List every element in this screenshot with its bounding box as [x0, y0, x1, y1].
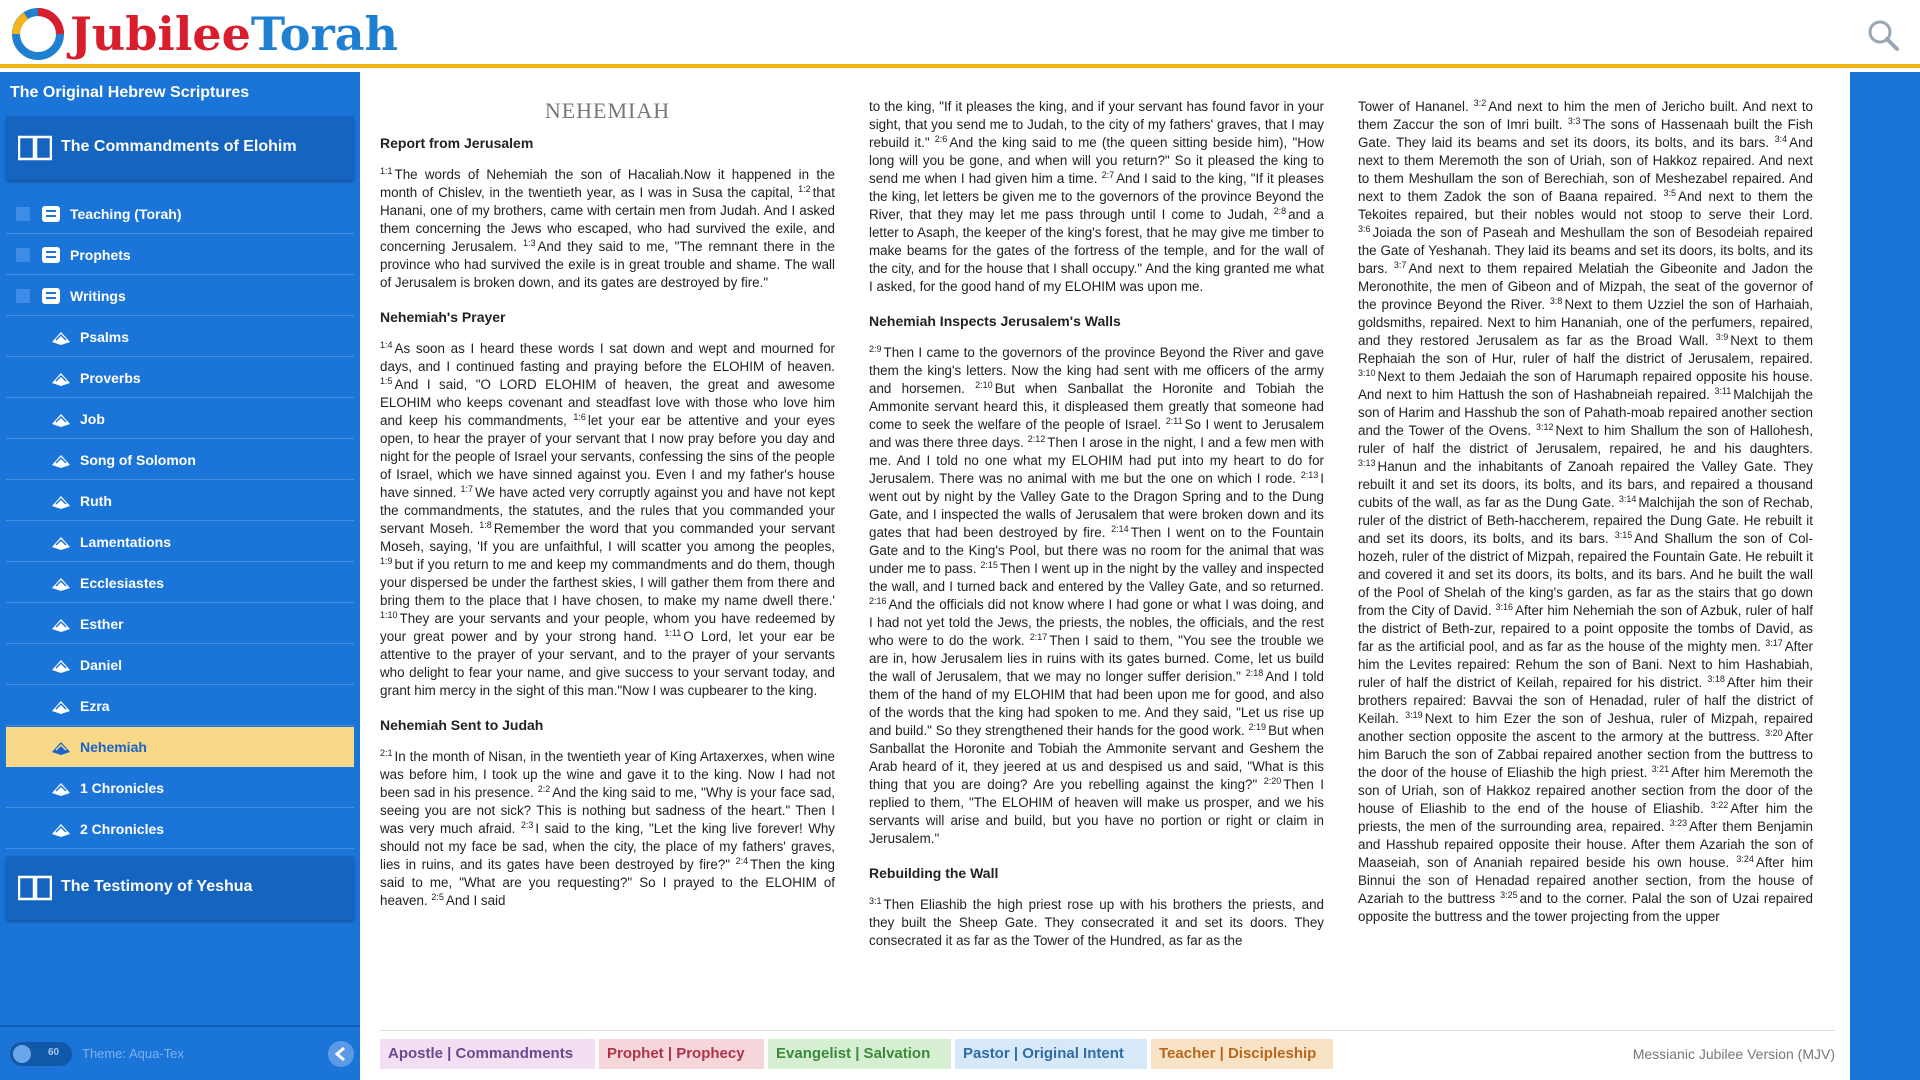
theme-toggle[interactable]: [10, 1042, 72, 1066]
book-title: NEHEMIAH: [544, 100, 671, 123]
verse-text: And the king said to me, "Why is your face sad, seeing you are not sick? This is nothing but sadness of the heart." Then I was very much afraid.: [380, 785, 835, 836]
sidebar-item-1-chronicles[interactable]: [6, 768, 354, 808]
verse-number[interactable]: 2:3: [520, 820, 534, 830]
sidebar-item-ruth[interactable]: [6, 481, 354, 521]
verse-number[interactable]: 2:2: [537, 784, 551, 794]
verse-text: And next to him the men of Jericho built. And next to them Zaccur the son of Imri built.: [1358, 99, 1813, 132]
tag-apostle[interactable]: Apostle | Commandments: [380, 1039, 595, 1069]
verse-text: The sons of Hassenaah built the Fish Gate. They laid its beams and set its doors, its bolts, and its bars.: [1358, 117, 1813, 150]
verse-number[interactable]: 2:7: [1101, 170, 1115, 180]
verse-number[interactable]: 2:13: [1300, 470, 1319, 480]
open-book-icon: [50, 491, 72, 511]
verse-text: After him Binnui the son of Henadad repaired another section, from the house of Azariah to the buttress: [1358, 855, 1813, 906]
verse-text: Then I arose in the night, I and a few men with me. And I told no one what my ELOHIM had put into my heart to do for Jerusalem. There was no animal with me but the one on which I rode.: [869, 435, 1324, 486]
sidebar-item-label: Daniel: [80, 657, 123, 673]
verse-number[interactable]: 2:8: [1273, 206, 1287, 216]
verse-text: Joiada the son of Paseah and Meshullam the son of Besodeiah repaired the Gate of Yeshanah. They laid its beams and set its doors, its bolts, and its bars.: [1358, 225, 1813, 276]
verse-number[interactable]: 2:11: [1165, 416, 1183, 426]
brand-name[interactable]: [70, 6, 398, 62]
open-book-icon: [50, 655, 72, 675]
verse-text: And the king said to me (the queen sitting beside him), "How long will you be gone, and when will you return?" So it pleased the king to send me when I had given him a time.: [869, 135, 1324, 186]
back-arrow-icon[interactable]: [328, 1041, 354, 1067]
verse-number[interactable]: 2:15: [980, 560, 998, 570]
verse-number[interactable]: 3:11: [1714, 386, 1732, 396]
expand-icon[interactable]: [16, 207, 30, 221]
paragraph: [380, 748, 835, 910]
verse-text: And next to them repaired Melatiah the Gibeonite and Jadon the Meronothite, the men of Gibeon and of Mizpah, the seat of the governor of the province Beyond the River.: [1358, 261, 1813, 312]
sidebar-item-label: Esther: [80, 616, 124, 632]
verse-text: Next to him Shallum the son of Hallohesh, ruler of half the district of Jerusalem, repaired, he and his daughters.: [1358, 423, 1813, 456]
verse-number[interactable]: 1:7: [460, 484, 474, 494]
verse-text: Then Eliashib the high priest rose up with his brothers the priests, and they built the Sheep Gate. They consecrated it and set its doors. They consecrated it as far as the Tower of the Hundred, as far as the: [869, 897, 1324, 948]
sidebar-footer: [0, 1025, 360, 1080]
verse-text: Then I came to the governors of the province Beyond the River and gave them the king's letters. Now the king had sent with me officers of the army and horsemen.: [869, 345, 1324, 396]
paragraph: [869, 896, 1324, 950]
verse-number[interactable]: 1:6: [573, 412, 586, 422]
verse-number[interactable]: 3:16: [1495, 602, 1514, 612]
paragraph: [869, 344, 1324, 848]
verse-text: And next to them Meremoth the son of Uriah, son of Hakkoz repaired. And next to them Meshullam the son of Berechiah, son of Meshezabel repaired. And next to them Zadok the son of Baana repaired.: [1358, 135, 1813, 204]
verse-number[interactable]: 3:21: [1651, 764, 1670, 774]
verse-number[interactable]: 3:24: [1736, 854, 1754, 864]
sidebar-item-ezra[interactable]: [6, 686, 354, 726]
verse-text: And next to them the Tekoites repaired, but their nobles would not stoop to serve their Lord.: [1358, 189, 1813, 222]
sidebar-item-label: 1 Chronicles: [80, 780, 165, 796]
verse-number[interactable]: 1:5: [380, 376, 393, 386]
sidebar-item-lamentations[interactable]: [6, 522, 354, 562]
toggle-label: 60: [48, 1047, 60, 1058]
verse-number[interactable]: 2:1: [380, 748, 393, 758]
verse-number[interactable]: 3:17: [1765, 638, 1783, 648]
verse-number[interactable]: 3:6: [1358, 224, 1371, 234]
verse-text: O Lord, let your ear be attentive to the prayer of your servant, and to the prayer of your servants who delight to fear your name, and give success to your servant today, and grant him mercy in the sight of this man."Now I was cupbearer to the king.: [380, 629, 835, 698]
verse-text: Then I replied to them, "The ELOHIM of heaven will make us prosper, and we his servants will arise and build, but you have no portion or right or claim in Jerusalem.": [869, 777, 1324, 846]
section-heading: Report from Jerusalem: [380, 135, 534, 151]
open-book-icon: [50, 573, 72, 593]
sidebar-item-teaching[interactable]: [6, 194, 354, 234]
verse-text: And I told them of the hand of my ELOHIM that had been upon me for good, and also of the words that the king had spoken to me. And they said, "Let us rise up and build." So they strengthened their hands for the good work.: [869, 669, 1324, 738]
verse-number[interactable]: 3:3: [1567, 116, 1581, 126]
verse-number[interactable]: 2:12: [1027, 434, 1046, 444]
verse-number[interactable]: 2:10: [975, 380, 993, 390]
verse-number[interactable]: 1:3: [522, 238, 536, 248]
verse-number[interactable]: 2:18: [1245, 668, 1264, 678]
app-header: [0, 0, 1920, 68]
open-book-icon: [50, 532, 72, 552]
tag-prophet[interactable]: Prophet | Prophecy: [599, 1039, 764, 1069]
verse-text: Then I went up in the night by the valley and inspected the wall, and I turned back and entered by the Valley Gate, and so returned.: [869, 561, 1324, 594]
verse-number[interactable]: 3:15: [1614, 530, 1633, 540]
text-column-2: [869, 98, 1324, 1018]
verse-text: They are your servants and your people, whom you have redeemed by your great power and by your strong hand.: [380, 611, 835, 644]
tag-pastor[interactable]: Pastor | Original Intent: [955, 1039, 1147, 1069]
category-tag-bar: [380, 1030, 1835, 1080]
verse-text: I said to the king, "Let the king live forever! Why should not my face be sad, when the city, the place of my fathers' graves, lies in ruins, and its gates have been destroyed by fire?": [380, 821, 835, 872]
sidebar-item-psalms[interactable]: [6, 317, 354, 357]
scroll-icon: [40, 245, 62, 265]
verse-text: Then I said to them, "You see the trouble we are in, how Jerusalem lies in ruins with its gates burned. Come, let us build the wall of Jerusalem, that we may no longer suffer derision.": [869, 633, 1324, 684]
verse-number[interactable]: 2:16: [869, 596, 887, 606]
sidebar-item-proverbs[interactable]: [6, 358, 354, 398]
paragraph: [380, 166, 835, 292]
verse-text: After him the priests, the men of the surrounding area, repaired.: [1358, 801, 1813, 834]
verse-number[interactable]: 3:5: [1663, 188, 1677, 198]
verse-text: Next to them Rephaiah the son of Hur, ruler of half the district of Jerusalem, repaired.: [1358, 333, 1813, 366]
sidebar-title: The Original Hebrew Scriptures: [10, 84, 250, 101]
section-heading: Rebuilding the Wall: [869, 865, 999, 881]
sidebar-item-nehemiah[interactable]: [6, 727, 354, 767]
verse-number[interactable]: 1:4: [380, 340, 393, 350]
version-label: Messianic Jubilee Version (MJV): [1632, 1046, 1835, 1062]
sidebar-item-label: Job: [80, 411, 105, 427]
verse-number[interactable]: 2:17: [1029, 632, 1048, 642]
sidebar-item-label: Proverbs: [80, 370, 141, 386]
open-book-icon: [50, 409, 72, 429]
scroll-icon: [40, 286, 62, 306]
open-book-icon: [50, 450, 72, 470]
sidebar-item-prophets[interactable]: [6, 235, 354, 275]
section-commandments-label: The Commandments of Elohim: [61, 138, 297, 155]
verse-number[interactable]: 3:8: [1549, 296, 1563, 306]
verse-number[interactable]: 2:6: [934, 134, 948, 144]
sidebar-item-label: Ruth: [80, 493, 112, 509]
sidebar-item-label: Lamentations: [80, 534, 172, 550]
verse-number[interactable]: 1:1: [380, 166, 393, 176]
toggle-knob: [13, 1045, 31, 1063]
sidebar-item-ecclesiastes[interactable]: [6, 563, 354, 603]
paragraph: [380, 340, 835, 700]
tag-evangelist[interactable]: Evangelist | Salvation: [768, 1039, 951, 1069]
verse-text: but if you return to me and keep my commandments and do them, though your dispersed be under the farthest skies, I will gather them from there and bring them to the place that I have chosen, to make my name dwell there.': [380, 557, 835, 608]
verse-number[interactable]: 2:9: [869, 344, 882, 354]
verse-number[interactable]: 2:4: [735, 856, 749, 866]
verse-number[interactable]: 1:10: [380, 610, 398, 620]
verse-number[interactable]: 3:9: [1715, 332, 1729, 342]
verse-text: As soon as I heard these words I sat down and wept and mourned for days, and I continued fasting and praying before the ELOHIM of heaven.: [380, 341, 835, 374]
verse-text: And Shallum the son of Col-hozeh, ruler of the district of Mizpah, repaired the Fountain Gate. He rebuilt it and covered it and set its doors, its bolts, and its bars. And he built the wall of the Pool of Shelah of the king's garden, as far as the stairs that go down from the City of David.: [1358, 531, 1813, 618]
verse-text: and a letter to Asaph, the keeper of the king's forest, that he may give me timber to make beams for the gates of the fortress of the temple, and for the wall of the city, and for the house that I shall occupy." And the king granted me what I asked, for the good hand of my ELOHIM was upon me.: [869, 207, 1324, 294]
verse-number[interactable]: 3:23: [1669, 818, 1688, 828]
verse-text: Malchijah the son of Harim and Hasshub the son of Pahath-moab repaired another section and the Tower of the Ovens.: [1358, 387, 1813, 438]
verse-text: to the king, "If it pleases the king, and if your servant has found favor in your sight, that you send me to Judah, to the city of my fathers' graves, that I may rebuild it.": [869, 99, 1324, 150]
verse-text: Then I went on to the Fountain Gate and to the King's Pool, but there was no room for the animal that was under me to pass.: [869, 525, 1324, 576]
verse-text: Then the king said to me, "What are you requesting?" So I prayed to the ELOHIM of heaven.: [380, 857, 835, 908]
section-heading: Nehemiah's Prayer: [380, 309, 506, 325]
sidebar-item-label: Prophets: [70, 247, 131, 263]
verse-text: After them Benjamin and Hasshub repaired opposite their house. After them Azariah the son of Maaseiah, son of Ananiah repaired beside his own house.: [1358, 819, 1813, 870]
verse-text: Hanun and the inhabitants of Zanoah repaired the Valley Gate. They rebuilt it and set its doors, its bolts, and its bars, and repaired a thousand cubits of the wall, as far as the Dung Gate.: [1358, 459, 1813, 510]
verse-number[interactable]: 3:20: [1765, 728, 1783, 738]
verse-text: that Hanani, one of my brothers, came with certain men from Judah. And I asked them concerning the Jews who escaped, who had survived the exile, and concerning Jerusalem.: [380, 185, 835, 254]
open-book-icon: [50, 696, 72, 716]
verse-number[interactable]: 1:2: [798, 184, 811, 194]
book-icon: [18, 874, 52, 902]
verse-text: Next to them Jedaiah the son of Harumaph repaired opposite his house. And next to him Hattush the son of Hashabneiah repaired.: [1358, 369, 1813, 402]
verse-text: The words of Nehemiah the son of Hacaliah.Now it happened in the month of Chislev, in the twentieth year, as I was in Susa the capital,: [380, 167, 835, 200]
verse-text: After him the Levites repaired: Rehum the son of Bani. Next to him Hashabiah, ruler of half the district of Keilah, repaired for his district.: [1358, 639, 1813, 690]
sidebar-item-2-chronicles[interactable]: [6, 809, 354, 849]
verse-text: After him Nehemiah the son of Azbuk, ruler of half the district of Beth-zur, repaired to a point opposite the tombs of David, as far as the artificial pool, and as far as the house of the mighty men.: [1358, 603, 1813, 654]
verse-text: And I said, "O LORD ELOHIM of heaven, the great and awesome ELOHIM who keeps covenant and steadfast love with those who love him and keep his commandments,: [380, 377, 835, 428]
verse-number[interactable]: 3:1: [869, 896, 882, 906]
sidebar: [0, 72, 360, 1080]
verse-text: And I said: [445, 893, 506, 908]
section-heading: Nehemiah Inspects Jerusalem's Walls: [869, 313, 1121, 329]
verse-text: Tower of Hananel.: [1358, 99, 1469, 114]
verse-text: And they said to me, "The remnant there in the province who had survived the exile is in great trouble and shame. The wall of Jerusalem is broken down, and its gates are destroyed by fire.": [380, 239, 835, 290]
verse-number[interactable]: 2:5: [431, 892, 444, 902]
sidebar-item-label: 2 Chronicles: [80, 821, 165, 837]
theme-label: Theme: Aqua-Tex: [82, 1046, 184, 1061]
verse-text: And the officials did not know where I had gone or what I was doing, and I had not yet told the Jews, the priests, the nobles, the officials, and the rest who were to do the work.: [869, 597, 1324, 648]
verse-number[interactable]: 3:19: [1405, 710, 1423, 720]
verse-text: And I said to the king, "If it pleases the king, let letters be given me to the governors of the province Beyond the River, that they may let me pass through until I come to Judah,: [869, 171, 1324, 222]
verse-number[interactable]: 2:14: [1111, 524, 1129, 534]
verse-text: But when Sanballat the Horonite and Tobiah the Ammonite servant heard this, it displeased them greatly that someone had come to seek the welfare of the people of Israel.: [869, 381, 1324, 432]
open-book-icon: [50, 368, 72, 388]
open-book-icon: [50, 819, 72, 839]
scroll-icon: [40, 204, 62, 224]
verse-number[interactable]: 3:7: [1393, 260, 1407, 270]
search-icon[interactable]: [1866, 18, 1900, 52]
book-icon: [18, 134, 52, 162]
verse-number[interactable]: 3:18: [1707, 674, 1725, 684]
verse-text: Malchijah the son of Rechab, ruler of the district of Beth-haccherem, repaired the Dung Gate. He rebuilt it and set its doors, its bolts, and its bars.: [1358, 495, 1813, 546]
verse-number[interactable]: 3:2: [1473, 98, 1487, 108]
verse-number[interactable]: 1:8: [479, 520, 492, 530]
verse-number[interactable]: 2:20: [1263, 776, 1282, 786]
section-heading: Nehemiah Sent to Judah: [380, 717, 544, 733]
verse-text: After him Meremoth the son of Uriah, son of Hakkoz repaired another section from the door of the house of Eliashib to the end of the house of Eliashib.: [1358, 765, 1813, 816]
sidebar-item-esther[interactable]: [6, 604, 354, 644]
sidebar-item-label: Writings: [70, 288, 126, 304]
sidebar-item-job[interactable]: [6, 399, 354, 439]
open-book-icon: [50, 778, 72, 798]
sidebar-item-label: Teaching (Torah): [70, 206, 182, 222]
verse-text: After him Baruch the son of Zabbai repaired another section from the buttress to the door of the house of Eliashib the high priest.: [1358, 729, 1813, 780]
text-column-3: [1358, 98, 1813, 1018]
verse-number[interactable]: 3:22: [1710, 800, 1729, 810]
open-book-icon: [50, 614, 72, 634]
brand-part-1: Jubilee: [70, 7, 251, 61]
sidebar-item-label: Ezra: [80, 698, 110, 714]
section-testimony[interactable]: [6, 856, 354, 920]
paragraph: [1358, 98, 1813, 926]
verse-number[interactable]: 3:10: [1358, 368, 1376, 378]
brand-part-2: Torah: [250, 7, 398, 61]
sidebar-item-label: Song of Solomon: [80, 452, 196, 468]
right-gutter: [1850, 72, 1920, 1080]
tag-teacher[interactable]: Teacher | Discipleship: [1151, 1039, 1333, 1069]
reading-pane: [360, 72, 1850, 1080]
verse-text: I went out by night by the Valley Gate to the Dragon Spring and to the Dung Gate, and I inspected the walls of Jerusalem that were broken down and its gates that had been destroyed by fire.: [869, 471, 1324, 540]
verse-text: We have acted very corruptly against you and have not kept the commandments, the statutes, and the rules that you commanded your servant Moseh.: [380, 485, 835, 536]
sidebar-item-label: Nehemiah: [80, 739, 147, 755]
sidebar-item-label: Psalms: [80, 329, 130, 345]
verse-text: In the month of Nisan, in the twentieth year of King Artaxerxes, when wine was before him, I took up the wine and gave it to the king. Now I had not been sad in his presence.: [380, 749, 835, 800]
verse-text: let your ear be attentive and your eyes open, to hear the prayer of your servant that I now pray before you day and night for the people of Israel your servants, confessing the sins of the people of Israel, which we have sinned against you. Even I and my father's house have sinned.: [380, 413, 835, 500]
verse-number[interactable]: 3:4: [1774, 134, 1788, 144]
sidebar-item-label: Ecclesiastes: [80, 575, 165, 591]
verse-text: So I went to Jerusalem and was there three days.: [869, 417, 1324, 450]
section-testimony-label: The Testimony of Yeshua: [61, 878, 253, 895]
jubilee-logo-icon[interactable]: [12, 8, 64, 60]
section-commandments[interactable]: [6, 116, 354, 180]
verse-number[interactable]: 3:13: [1358, 458, 1376, 468]
sidebar-item-writings[interactable]: [6, 276, 354, 316]
verse-number[interactable]: 1:11: [664, 628, 682, 638]
verse-text: Remember the word that you commanded your servant Moseh, saying, 'If you are unfaithful, I will scatter you among the peoples,: [380, 521, 835, 554]
paragraph: [869, 98, 1324, 296]
verse-text: After him their brothers repaired: Bavvai the son of Henadad, ruler of half the district of Keilah.: [1358, 675, 1813, 726]
verse-text: But when Sanballat the Horonite and Tobiah the Ammonite servant and Geshem the Arab heard of it, they jeered at us and despised us and said, "What is this thing that you are doing? Are you rebelling against the king?": [869, 723, 1324, 792]
open-book-icon: [50, 327, 72, 347]
verse-number[interactable]: 3:25: [1500, 890, 1518, 900]
expand-icon[interactable]: [16, 289, 30, 303]
verse-number[interactable]: 1:9: [380, 556, 393, 566]
sidebar-item-song-of-solomon[interactable]: [6, 440, 354, 480]
verse-number[interactable]: 3:12: [1535, 422, 1554, 432]
expand-icon[interactable]: [16, 248, 30, 262]
sidebar-item-daniel[interactable]: [6, 645, 354, 685]
verse-number[interactable]: 2:19: [1248, 722, 1267, 732]
open-book-icon: [50, 737, 72, 757]
text-column-1: [380, 100, 835, 1020]
verse-number[interactable]: 3:14: [1618, 494, 1637, 504]
verse-text: Next to him Ezer the son of Jeshua, ruler of Mizpah, repaired another section opposite the ascent to the armory at the buttress.: [1358, 711, 1813, 744]
verse-text: and to the corner. Palal the son of Uzai repaired opposite the buttress and the tower projecting from the upper: [1358, 891, 1813, 924]
verse-text: Next to them Uzziel the son of Harhaiah, goldsmiths, repaired. Next to him Hananiah, one of the perfumers, repaired, and they restored Jerusalem as far as the Broad Wall.: [1358, 297, 1813, 348]
